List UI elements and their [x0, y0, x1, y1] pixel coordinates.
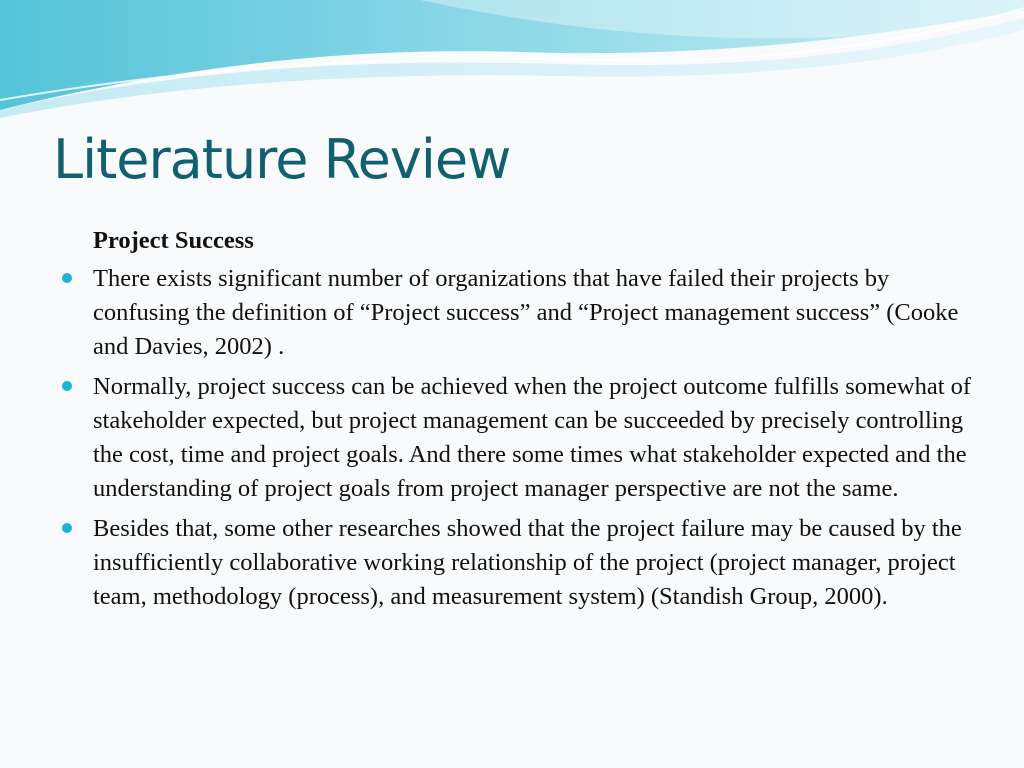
bullet-dot-icon	[62, 523, 72, 533]
bullet-dot-icon	[62, 381, 72, 391]
slide-title: Literature Review	[53, 128, 511, 191]
bullet-item	[93, 262, 973, 364]
bullet-item	[93, 370, 973, 506]
bullet-text: There exists significant number of organizations that have failed their projects by confusing the definition of “Project success” and “Project management success” (Cooke and Davies, 2002) .	[93, 265, 959, 360]
header-wave-decoration	[0, 0, 1024, 130]
bullet-item	[93, 512, 973, 614]
section-subheading: Project Success	[93, 227, 254, 254]
slide-content	[93, 224, 973, 620]
bullet-dot-icon	[62, 273, 72, 283]
bullet-text: Normally, project success can be achieved when the project outcome fulfills somewhat of stakeholder expected, but project management can be succeeded by precisely controlling the cost, time and project goals. And there some times what stakeholder expected and the understanding of project goals from project manager perspective are not the same.	[93, 373, 972, 502]
bullet-text: Besides that, some other researches showed that the project failure may be caused by the insufficiently collaborative working relationship of the project (project manager, project team, methodology (process), and measurement system) (Standish Group, 2000).	[93, 515, 962, 610]
